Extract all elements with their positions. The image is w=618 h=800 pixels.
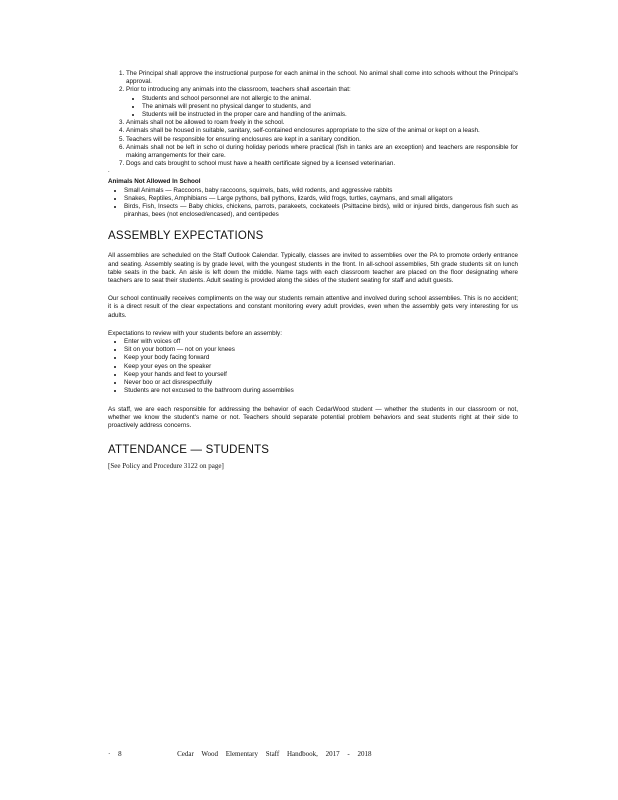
assembly-paragraph-1: All assemblies are scheduled on the Staff Outlook Calendar. Typically, classes are invited to assemblies over the PA to promote orderly entrance and seating. Assembly seating is by grade level, with the youngest students in the front. In all-school assemblies, 5th grade students sit on lunch table seats in the back. An aisle is left down the middle. Name tags with each classroom teacher are placed on the floor designating where teachers are to seat their students. Adult seating is provided along the sides of the student seating for staff and adult guests. — [108, 252, 518, 285]
expectations-intro: Expectations to review with your students before an assembly: — [108, 329, 282, 337]
not-allowed-item: • Snakes, Reptiles, Amphibians — Large pythons, ball pythons, lizards, wild frogs, turtles, caymans, and small alligators — [124, 195, 518, 203]
expectation-item: • Keep your hands and feet to yourself — [124, 371, 518, 379]
rule-item: 1. The Principal shall approve the instructional purpose for each animal in the school. No animal shall come into schools without the Principal's approval. — [126, 70, 518, 86]
expectation-item: • Keep your body facing forward — [124, 354, 518, 362]
rule-item: 5. Teachers will be responsible for ensuring enclosures are kept in a sanitary condition. — [126, 136, 518, 144]
assembly-paragraph-2: Our school continually receives compliments on the way our students remain attentive and involved during school assemblies. This is no accident; it is a direct result of the clear expectations and constant monitoring every adult provides, even when the assembly gets very interesting for us adults. — [108, 295, 518, 319]
page-content — [108, 70, 518, 470]
stray-period: . — [108, 168, 110, 175]
page-number: · 8 — [108, 750, 122, 758]
expectation-item: • Never boo or act disrespectfully — [124, 379, 518, 387]
expectation-item: • Students are not excused to the bathroom during assemblies — [124, 387, 518, 395]
assembly-title: ASSEMBLY EXPECTATIONS — [108, 230, 264, 243]
animal-rules-list — [108, 70, 518, 168]
rule-sublist — [126, 95, 518, 120]
rule-item: 7. Dogs and cats brought to school must have a health certificate signed by a licensed veterinarian. — [126, 160, 518, 168]
attendance-title: ATTENDANCE — STUDENTS — [108, 444, 270, 457]
expectation-item: • Sit on your bottom — not on your knees — [124, 346, 518, 354]
rule-subitem: • The animals will present no physical danger to students, and — [142, 103, 518, 111]
expectation-item: • Enter with voices off — [124, 338, 518, 346]
not-allowed-item: • Birds, Fish, Insects — Baby chicks, chickens, parrots, parakeets, cockateels (Psittacine birds), wild or injured birds, dangerous fish such as piranhas, bees (not enclosed/encased), and centipedes — [124, 203, 518, 219]
page-footer — [108, 750, 408, 758]
rule-item: 2. Prior to introducing any animals into the classroom, teachers shall ascertain that: • Students and school personnel are not allergic to the animal. • The animals will present no physical danger to students, and • Students will be instructed in the proper care and handling of the animals. — [126, 86, 518, 119]
rule-item: 6. Animals shall not be left in scho ol during holiday periods where practical (fish in tanks are an exception) and teachers are responsible for making arrangements for their care. — [126, 144, 518, 160]
not-allowed-heading: Animals Not Allowed In School — [108, 178, 201, 186]
staff-responsibility-paragraph: As staff, we are each responsible for addressing the behavior of each CedarWood student — whether the students in our classroom or not, whether we know the student's name or not. Teachers should separate potential problem behaviors and seat students right at their side to proactively address concerns. — [108, 405, 518, 429]
rule-item: 3. Animals shall not be allowed to roam freely in the school. — [126, 119, 518, 127]
policy-reference: [See Policy and Procedure 3122 on page] — [108, 462, 224, 471]
expectations-list — [108, 338, 518, 395]
footer-title: Cedar Wood Elementary Staff Handbook, 2017 - 2018 — [177, 750, 372, 758]
not-allowed-item: • Small Animals — Raccoons, baby raccoons, squirrels, bats, wild rodents, and aggressive rabbits — [124, 187, 518, 195]
rule-subitem: • Students and school personnel are not allergic to the animal. — [142, 95, 518, 103]
not-allowed-list — [108, 187, 518, 220]
expectation-item: • Keep your eyes on the speaker — [124, 363, 518, 371]
rule-subitem: • Students will be instructed in the proper care and handling of the animals. — [142, 111, 518, 119]
rule-item: 4. Animals shall be housed in suitable, sanitary, self-contained enclosures appropriate to the size of the animal or kept on a leash. — [126, 127, 518, 135]
